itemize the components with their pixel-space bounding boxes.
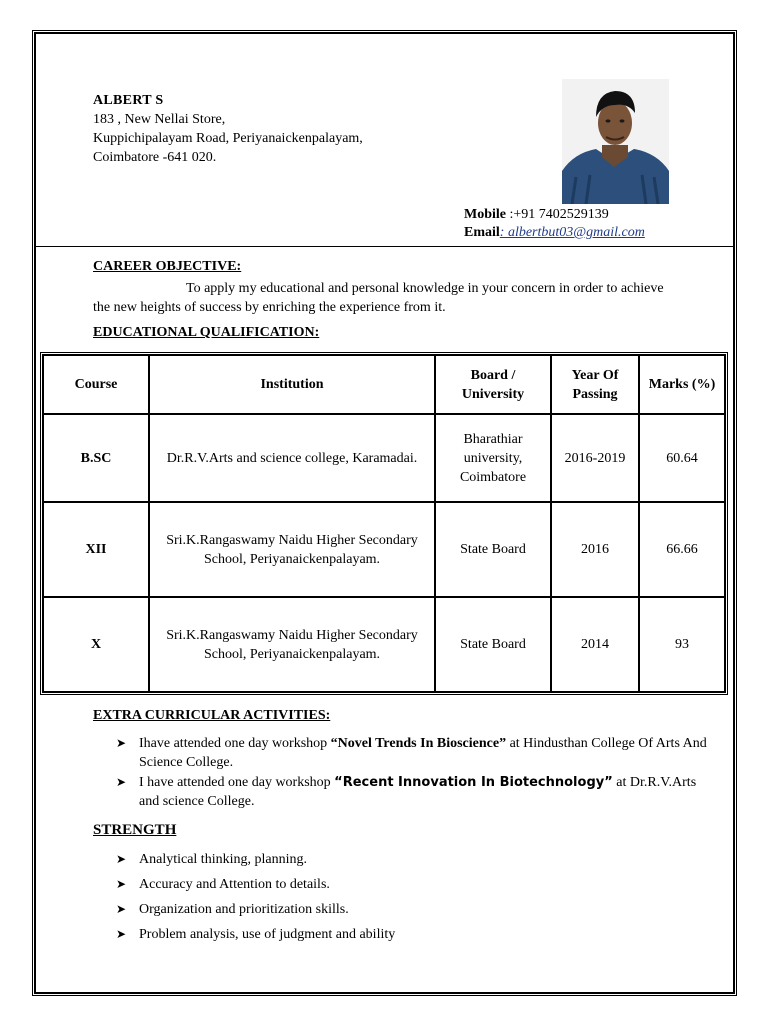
address-block — [93, 91, 363, 167]
arrow-bullet-icon: ➤ — [116, 902, 127, 916]
cell-year: 2016 — [551, 502, 639, 597]
activities-list — [116, 734, 712, 812]
activity-text: Ihave attended one day workshop — [139, 736, 331, 751]
cell-course: X — [43, 597, 149, 692]
address-line: Kuppichipalayam Road, Periyanaickenpalayam, — [93, 131, 363, 146]
education-title: EDUCATIONAL QUALIFICATION: — [93, 325, 320, 340]
list-item — [116, 925, 712, 944]
arrow-bullet-icon: ➤ — [116, 927, 127, 941]
header-year: Year Of Passing — [551, 355, 639, 414]
cell-course: XII — [43, 502, 149, 597]
workshop-title: “Novel Trends In Bioscience” — [330, 736, 507, 751]
cell-institution: Sri.K.Rangaswamy Naidu Higher Secondary School, Periyanaickenpalayam. — [149, 597, 435, 692]
email-link[interactable]: : albertbut03@gmail.com — [499, 225, 645, 240]
table-row — [43, 414, 725, 502]
cell-board: Bharathiar university, Coimbatore — [435, 414, 551, 502]
mobile-line — [464, 206, 645, 224]
table-row — [43, 502, 725, 597]
profile-photo — [562, 79, 669, 204]
cell-marks: 66.66 — [639, 502, 725, 597]
arrow-bullet-icon: ➤ — [116, 775, 127, 789]
arrow-bullet-icon: ➤ — [116, 852, 127, 866]
strength-text: Accuracy and Attention to details. — [139, 877, 330, 892]
mobile-value: :+91 7402529139 — [506, 207, 609, 222]
cell-year: 2016-2019 — [551, 414, 639, 502]
header-divider — [34, 246, 735, 247]
cell-institution: Sri.K.Rangaswamy Naidu Higher Secondary School, Periyanaickenpalayam. — [149, 502, 435, 597]
cell-institution: Dr.R.V.Arts and science college, Karamadai. — [149, 414, 435, 502]
address-line: 183 , New Nellai Store, — [93, 112, 226, 127]
address-line: Coimbatore -641 020. — [93, 150, 217, 165]
list-item — [116, 875, 712, 894]
contact-block — [464, 206, 645, 242]
activity-text: at Hindusthan College Of Arts And Science College. — [139, 736, 707, 770]
candidate-name: ALBERT S — [93, 93, 164, 108]
cell-marks: 93 — [639, 597, 725, 692]
list-item — [116, 773, 712, 811]
cell-course: B.SC — [43, 414, 149, 502]
strength-title: STRENGTH — [93, 822, 177, 838]
cell-year: 2014 — [551, 597, 639, 692]
header-board: Board / University — [435, 355, 551, 414]
header-marks: Marks (%) — [639, 355, 725, 414]
education-table — [40, 352, 728, 695]
list-item — [116, 850, 712, 869]
strength-text: Analytical thinking, planning. — [139, 852, 307, 867]
arrow-bullet-icon: ➤ — [116, 736, 127, 750]
workshop-title: “Recent Innovation In Biotechnology” — [334, 775, 613, 790]
activity-text: at Dr.R.V.Arts and science College. — [139, 775, 697, 809]
strength-text: Organization and prioritization skills. — [139, 902, 349, 917]
arrow-bullet-icon: ➤ — [116, 877, 127, 891]
career-objective-body: To apply my educational and personal knowledge in your concern in order to achieve the new heights of success by enriching the experience from it. — [93, 281, 664, 315]
career-objective-text — [93, 279, 683, 317]
list-item — [116, 900, 712, 919]
table-header-row — [43, 355, 725, 414]
list-item — [116, 734, 712, 772]
email-label: Email — [464, 225, 500, 240]
cell-marks: 60.64 — [639, 414, 725, 502]
cell-board: State Board — [435, 502, 551, 597]
cell-board: State Board — [435, 597, 551, 692]
mobile-label: Mobile — [464, 207, 506, 222]
activity-text: I have attended one day workshop — [139, 775, 335, 790]
header-institution: Institution — [149, 355, 435, 414]
portrait-image — [562, 79, 669, 204]
table-row — [43, 597, 725, 692]
strengths-list — [116, 850, 712, 950]
career-objective-title: CAREER OBJECTIVE: — [93, 259, 242, 274]
header-course: Course — [43, 355, 149, 414]
email-line — [464, 224, 645, 242]
strength-text: Problem analysis, use of judgment and ability — [139, 927, 396, 942]
extra-curricular-title: EXTRA CURRICULAR ACTIVITIES: — [93, 708, 331, 723]
